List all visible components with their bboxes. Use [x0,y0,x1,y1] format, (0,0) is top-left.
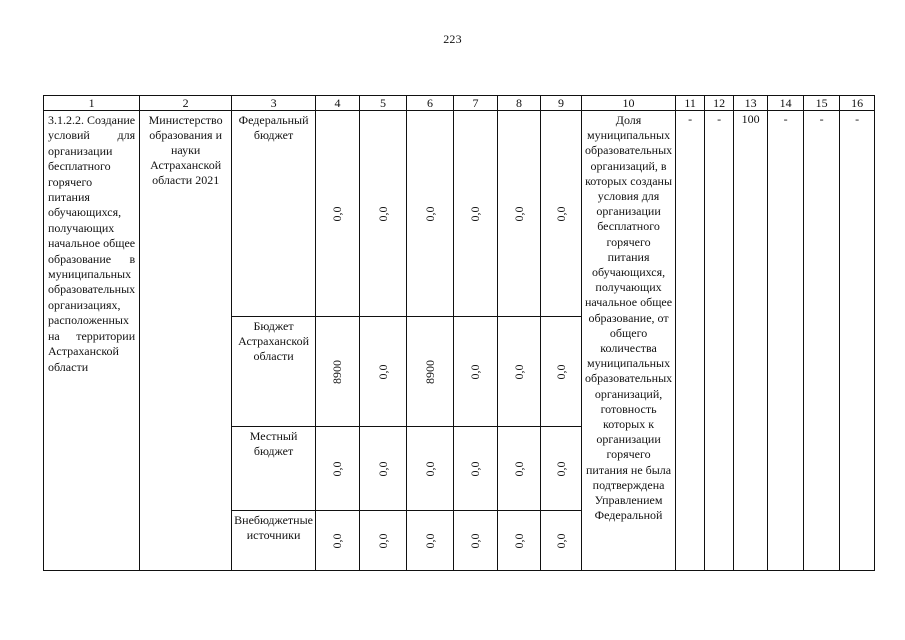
header-cell: 4 [315,96,359,111]
stat-value: - [783,112,788,126]
header-cell: 3 [232,96,316,111]
value: 0,0 [553,206,568,221]
header-cell: 6 [406,96,453,111]
value-cell [540,317,581,427]
header-cell: 1 [44,96,140,111]
value: 0,0 [375,533,390,548]
value: 0,0 [375,364,390,379]
stat-cell [676,111,705,571]
header-cell: 2 [140,96,232,111]
stat-cell [734,111,768,571]
header-cell: 8 [497,96,540,111]
value: 0,0 [468,364,483,379]
value: 0,0 [422,533,437,548]
header-row [44,96,875,111]
value: 0,0 [375,461,390,476]
value-cell [497,111,540,317]
section-title: 3.1.2.2. Создание условий для организации бесплатного горячего питания обучающихся, получающих начальное общее образование в муниципальных образовательных организациях, расположенных на территории Астраханской области [48,113,136,374]
value: 0,0 [330,461,345,476]
stat-value: - [688,112,693,126]
header-cell: 5 [359,96,406,111]
indicator-cell [581,111,675,571]
table-row [44,111,875,317]
value-cell [359,427,406,511]
value-cell [453,427,497,511]
value-cell [497,317,540,427]
header-cell: 15 [804,96,840,111]
stat-value: - [717,112,722,126]
header-cell: 16 [840,96,875,111]
value: 0,0 [553,533,568,548]
value: 0,0 [422,461,437,476]
value: 0,0 [553,364,568,379]
stat-value: - [855,112,860,126]
stat-cell [705,111,734,571]
source-name: Федеральный бюджет [238,113,309,142]
header-cell: 14 [768,96,804,111]
value-cell [315,511,359,571]
value-cell [406,511,453,571]
header-cell: 13 [734,96,768,111]
value-cell [453,111,497,317]
value-cell [359,111,406,317]
source-cell [232,317,316,427]
value: 0,0 [330,206,345,221]
value: 8900 [422,359,437,384]
header-cell: 7 [453,96,497,111]
source-cell [232,427,316,511]
organization-name: Министерство образования и науки Астраханской области 2021 [148,113,223,187]
value-cell [406,427,453,511]
value-cell [540,511,581,571]
page-number: 223 [443,32,462,46]
value: 0,0 [422,206,437,221]
value-cell [540,427,581,511]
header-cell: 11 [676,96,705,111]
value-cell [359,511,406,571]
source-name: Внебюджетные источники [234,513,313,542]
value-cell [315,317,359,427]
value-cell [359,317,406,427]
source-name: Местный бюджет [249,429,298,458]
stat-cell [840,111,875,571]
header-cell: 9 [540,96,581,111]
value-cell [497,511,540,571]
value: 0,0 [511,533,526,548]
value-cell [540,111,581,317]
value: 0,0 [468,206,483,221]
value-cell [453,317,497,427]
organization-cell [140,111,232,571]
value-cell [497,427,540,511]
stat-value: - [819,112,824,126]
stat-cell [768,111,804,571]
value-cell [406,111,453,317]
value: 0,0 [553,461,568,476]
program-table [43,95,875,571]
header-cell: 12 [705,96,734,111]
value-cell [406,317,453,427]
source-cell [232,511,316,571]
section-cell [44,111,140,571]
stat-value: 100 [741,112,760,126]
source-name: Бюджет Астраханской области [238,319,310,363]
value: 0,0 [468,533,483,548]
stat-cell [804,111,840,571]
value: 0,0 [511,461,526,476]
source-cell [232,111,316,317]
value: 0,0 [375,206,390,221]
value-cell [453,511,497,571]
header-cell: 10 [581,96,675,111]
value: 0,0 [330,533,345,548]
value: 8900 [330,359,345,384]
value: 0,0 [511,364,526,379]
value: 0,0 [511,206,526,221]
indicator-text: Доля муниципальных образовательных организаций, в которых созданы условия для организации бесплатного горячего питания обучающихся, получающих начальное общее образование, от общего количества муниципальных образовательных организаций, готовность которых к организации горячего питания не была подтверждена Управлением Федеральной [584,113,673,523]
value: 0,0 [468,461,483,476]
value-cell [315,427,359,511]
value-cell [315,111,359,317]
